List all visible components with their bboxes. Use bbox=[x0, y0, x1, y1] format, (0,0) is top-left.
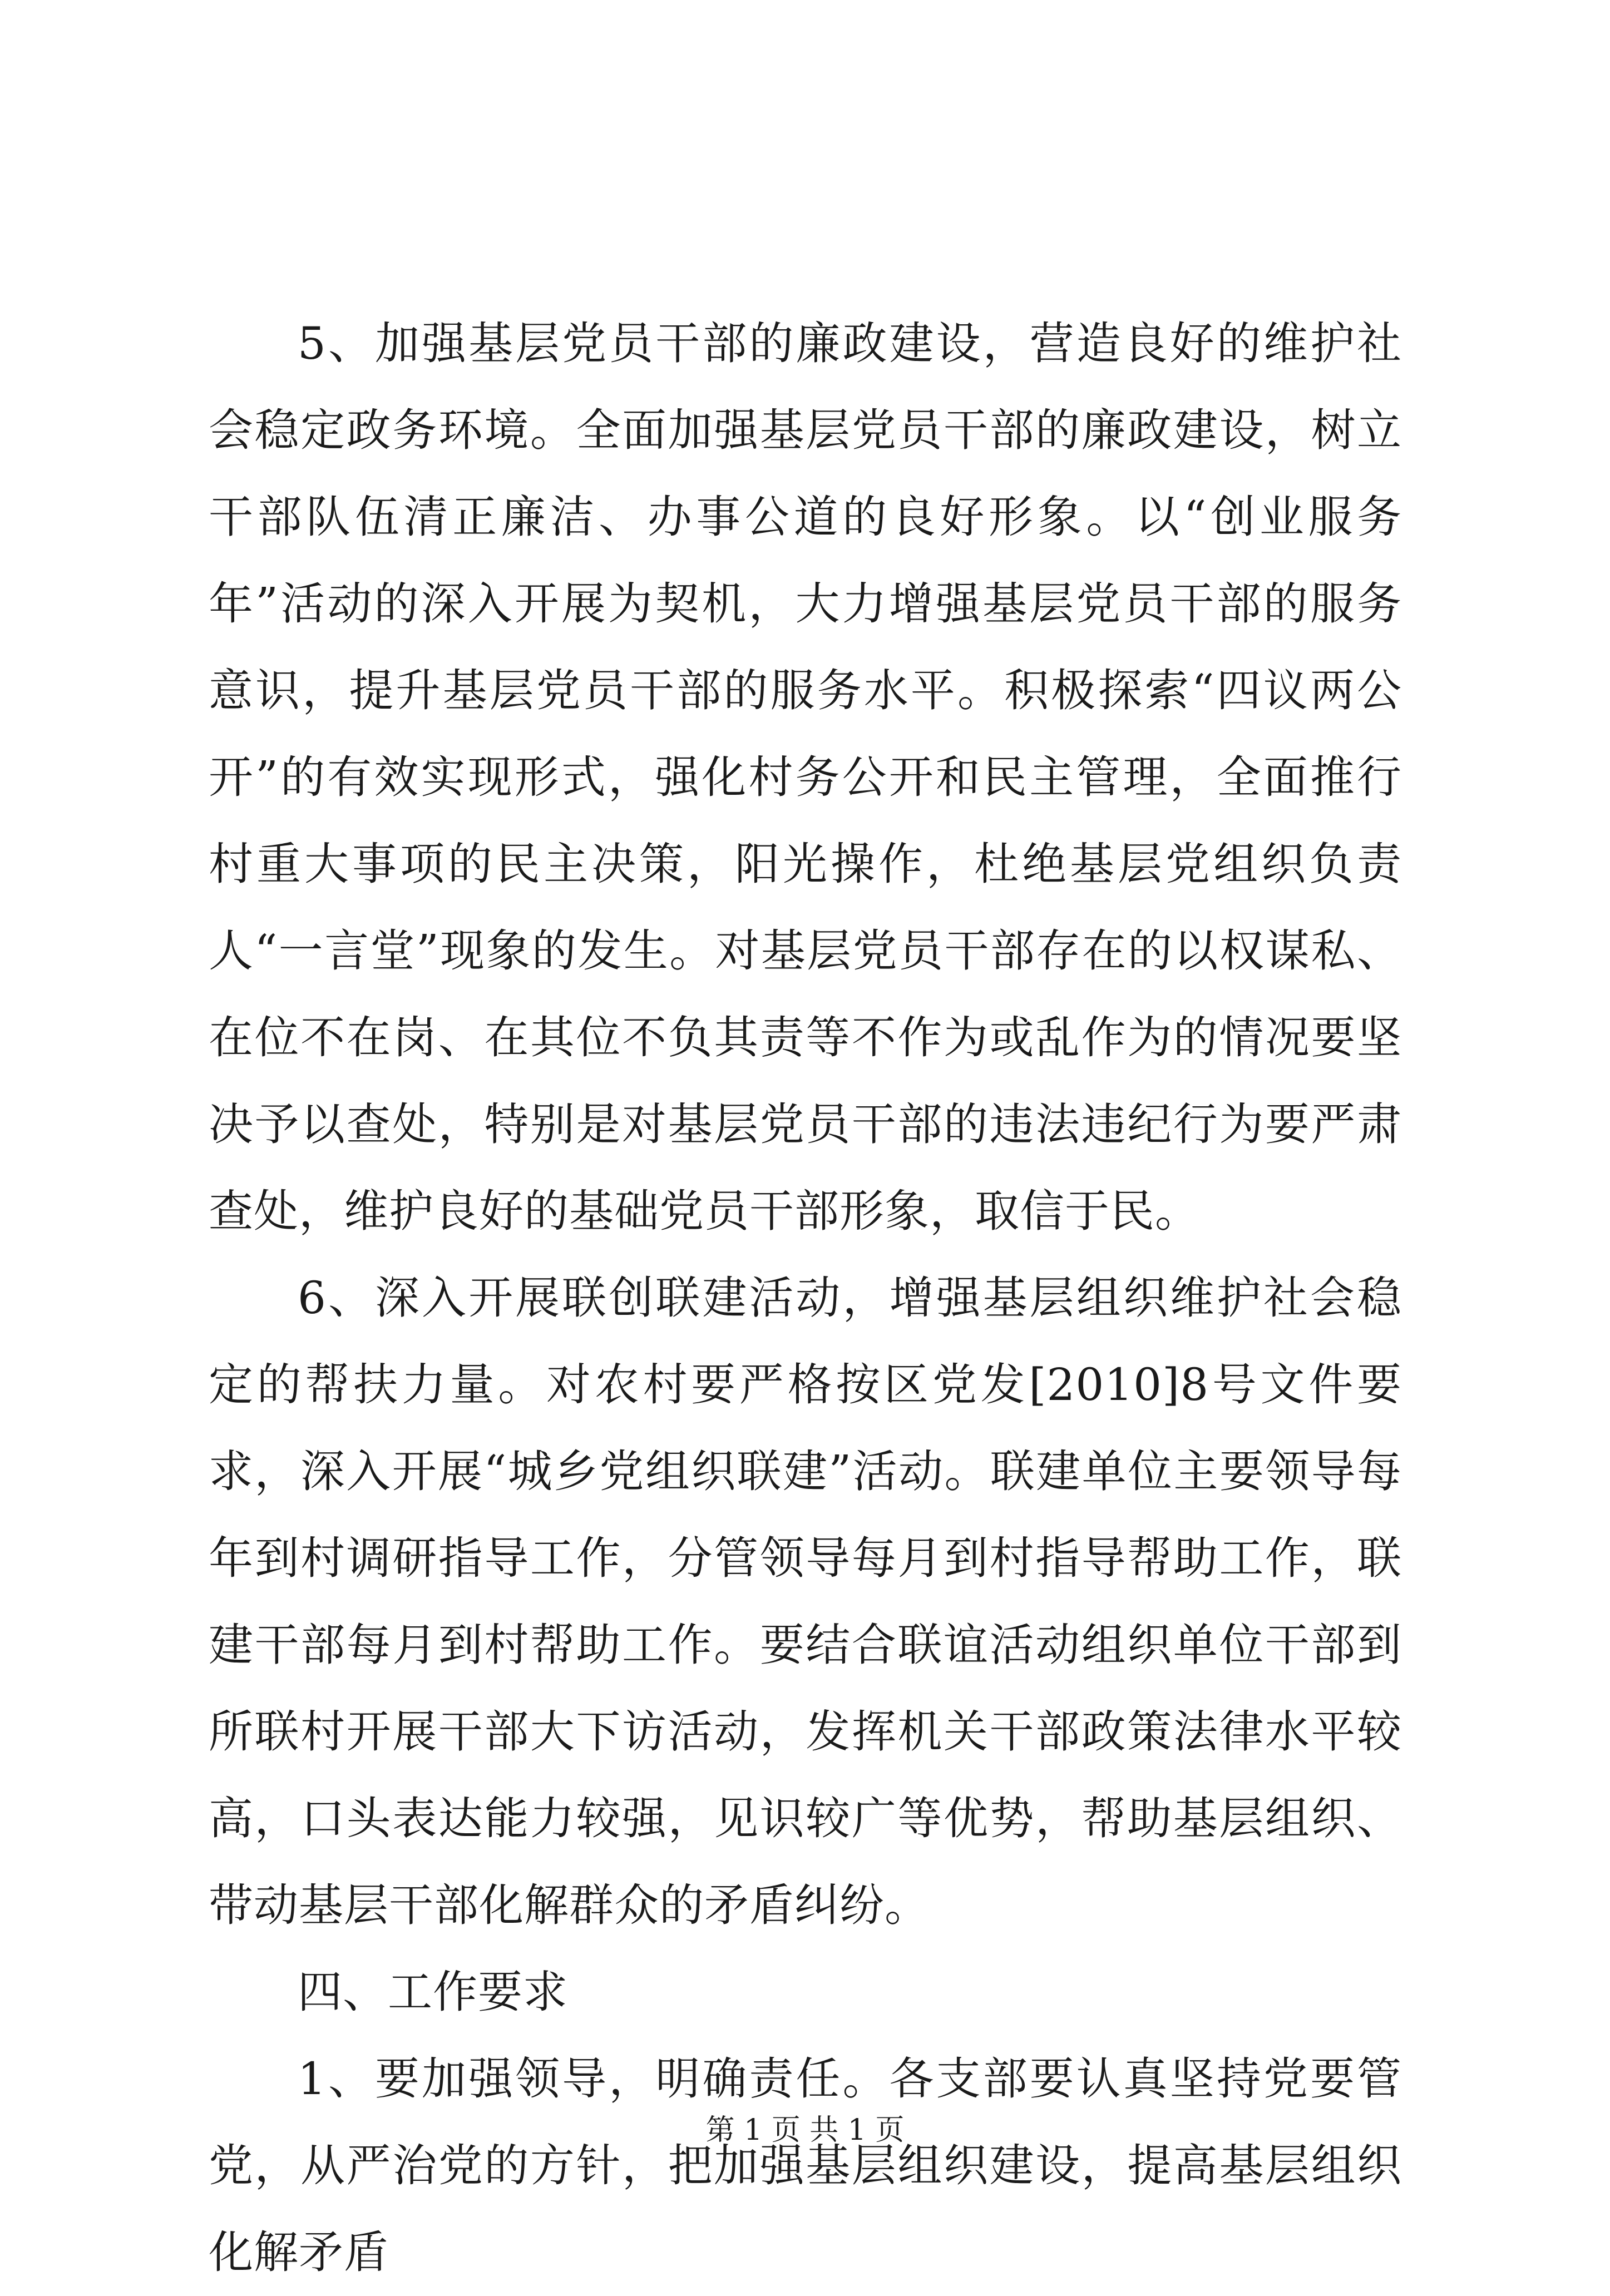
section-heading-work-requirements: 四、工作要求 bbox=[298, 1966, 568, 2018]
paragraph-leadership: 1、要加强领导，明确责任。各支部要认真坚持党要管党，从严治党的方针，把加强基层组织建设，提高基层组织化解矛盾 bbox=[209, 2053, 1402, 2278]
paragraph-integrity-building: 5、加强基层党员干部的廉政建设，营造良好的维护社会稳定政务环境。全面加强基层党员干部的廉政建设，树立干部队伍清正廉洁、办事公道的良好形象。以“创业服务年”活动的深入开展为契机，大力增强基层党员干部的服务意识，提升基层党员干部的服务水平。积极探索“四议两公开”的有效实现形式，强化村务公开和民主管理，全面推行村重大事项的民主决策，阳光操作，杜绝基层党组织负责人“一言堂”现象的发生。对基层党员干部存在的以权谋私、在位不在岗、在其位不负其责等不作为或乱作为的情况要坚决予以查处，特别是对基层党员干部的违法违纪行为要严肃查处，维护良好的基础党员干部形象，取信于民。 bbox=[209, 318, 1402, 1237]
body-text bbox=[209, 300, 1402, 2296]
page-footer: 第 1 页 共 1 页 bbox=[705, 2114, 905, 2147]
paragraph-joint-building: 6、深入开展联创联建活动，增强基层组织维护社会稳定的帮扶力量。对农村要严格按区党发[2010]8号文件要求，深入开展“城乡党组织联建”活动。联建单位主要领导每年到村调研指导工作，分管领导每月到村指导帮助工作，联建干部每月到村帮助工作。要结合联谊活动组织单位干部到所联村开展干部大下访活动，发挥机关干部政策法律水平较高，口头表达能力较强，见识较广等优势，帮助基层组织、带动基层干部化解群众的矛盾纠纷。 bbox=[209, 1272, 1402, 1931]
